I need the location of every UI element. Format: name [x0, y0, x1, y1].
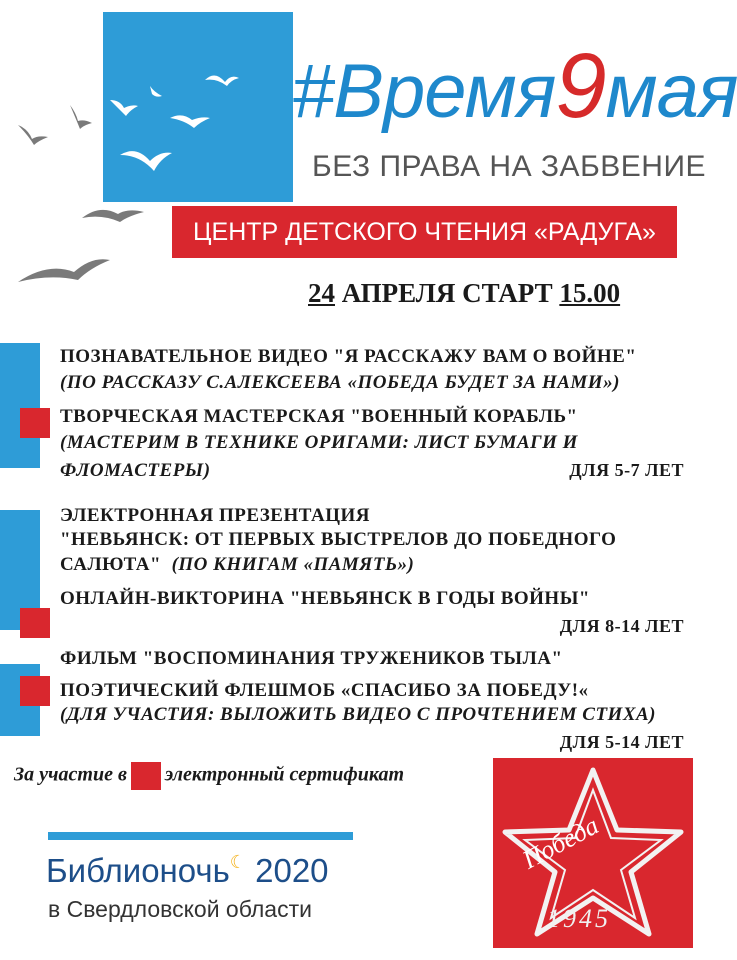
- subtitle: БЕЗ ПРАВА НА ЗАБВЕНИЕ: [312, 150, 707, 183]
- program-item-video: ПОЗНАВАТЕЛЬНОЕ ВИДЕО "Я РАССКАЖУ ВАМ О ВОЙНЕ": [60, 346, 637, 367]
- program-item-note: (ПО РАССКАЗУ С.АЛЕКСЕЕВА «ПОБЕДА БУДЕТ ЗА НАМИ»): [60, 372, 620, 393]
- program-item-film: ФИЛЬМ "ВОСПОМИНАНИЯ ТРУЖЕНИКОВ ТЫЛА": [60, 648, 563, 669]
- bird-icon: [110, 100, 138, 116]
- event-date-time: [308, 278, 620, 309]
- red-marker: [20, 608, 50, 638]
- gray-birds: [18, 105, 144, 282]
- bird-icon: [120, 151, 172, 171]
- seagulls-illustration: [0, 60, 300, 320]
- bird-icon: [18, 259, 110, 282]
- hashtag-number: 9: [555, 35, 606, 137]
- event-time: 15.00: [559, 278, 621, 308]
- certificate-text-after: электронный сертификат: [164, 763, 405, 786]
- age-group-label: ДЛЯ 5-7 ЛЕТ: [569, 460, 684, 480]
- event-date-text: АПРЕЛЯ СТАРТ: [335, 278, 560, 308]
- logo-title: Библионочь: [46, 852, 230, 889]
- hashtag-prefix: #Время: [292, 49, 556, 134]
- red-marker: [20, 676, 50, 706]
- bird-icon: [18, 125, 48, 145]
- red-marker: [131, 762, 161, 790]
- hashtag-title: [292, 35, 737, 137]
- presentation-title-end: САЛЮТА": [60, 554, 162, 575]
- bird-icon: [205, 75, 239, 86]
- age-group-label: ДЛЯ 8-14 ЛЕТ: [559, 616, 684, 636]
- logo-blue-bar: [48, 832, 353, 840]
- certificate-text-before: За участие в: [14, 763, 127, 786]
- red-marker: [20, 408, 50, 438]
- program-item-note: (МАСТЕРИМ В ТЕХНИКЕ ОРИГАМИ: ЛИСТ БУМАГИ И: [60, 432, 578, 453]
- bird-icon: [150, 86, 162, 97]
- program-item-note: ФЛОМАСТЕРЫ): [60, 460, 211, 481]
- bird-icon: [82, 210, 144, 222]
- logo-year: 2020: [255, 852, 329, 889]
- logo-region: в Свердловской области: [48, 896, 312, 922]
- program-item-note: (ДЛЯ УЧАСТИЯ: ВЫЛОЖИТЬ ВИДЕО С ПРОЧТЕНИЕМ СТИХА): [60, 704, 657, 725]
- bird-icon: [70, 105, 92, 129]
- program-item-presentation: ЭЛЕКТРОННАЯ ПРЕЗЕНТАЦИЯ: [60, 505, 370, 526]
- program-item-flashmob: ПОЭТИЧЕСКИЙ ФЛЕШМОБ «СПАСИБО ЗА ПОБЕДУ!«: [60, 680, 589, 701]
- biblionight-logo: [46, 852, 329, 890]
- event-day: 24: [308, 278, 335, 308]
- white-birds: [110, 75, 239, 171]
- hashtag-suffix: мая: [605, 49, 737, 134]
- organizer-banner: ЦЕНТР ДЕТСКОГО ЧТЕНИЯ «РАДУГА»: [172, 206, 677, 258]
- program-item-workshop: ТВОРЧЕСКАЯ МАСТЕРСКАЯ "ВОЕННЫЙ КОРАБЛЬ": [60, 406, 578, 427]
- left-blue-bar: [0, 343, 40, 468]
- program-item-note: (ПО КНИГАМ «ПАМЯТЬ»): [171, 554, 415, 575]
- age-group-label: ДЛЯ 5-14 ЛЕТ: [559, 732, 684, 752]
- certificate-note: [14, 762, 404, 790]
- crescent-moon-icon: ☾: [229, 852, 246, 872]
- program-item-quiz: ОНЛАЙН-ВИКТОРИНА "НЕВЬЯНСК В ГОДЫ ВОЙНЫ": [60, 588, 590, 609]
- victory-word: Победа: [517, 810, 604, 875]
- bird-icon: [170, 115, 210, 128]
- program-item-presentation-title: [60, 554, 414, 576]
- victory-year: 1945: [547, 904, 611, 933]
- program-item-presentation-title: "НЕВЬЯНСК: ОТ ПЕРВЫХ ВЫСТРЕЛОВ ДО ПОБЕДНОГО: [60, 529, 617, 550]
